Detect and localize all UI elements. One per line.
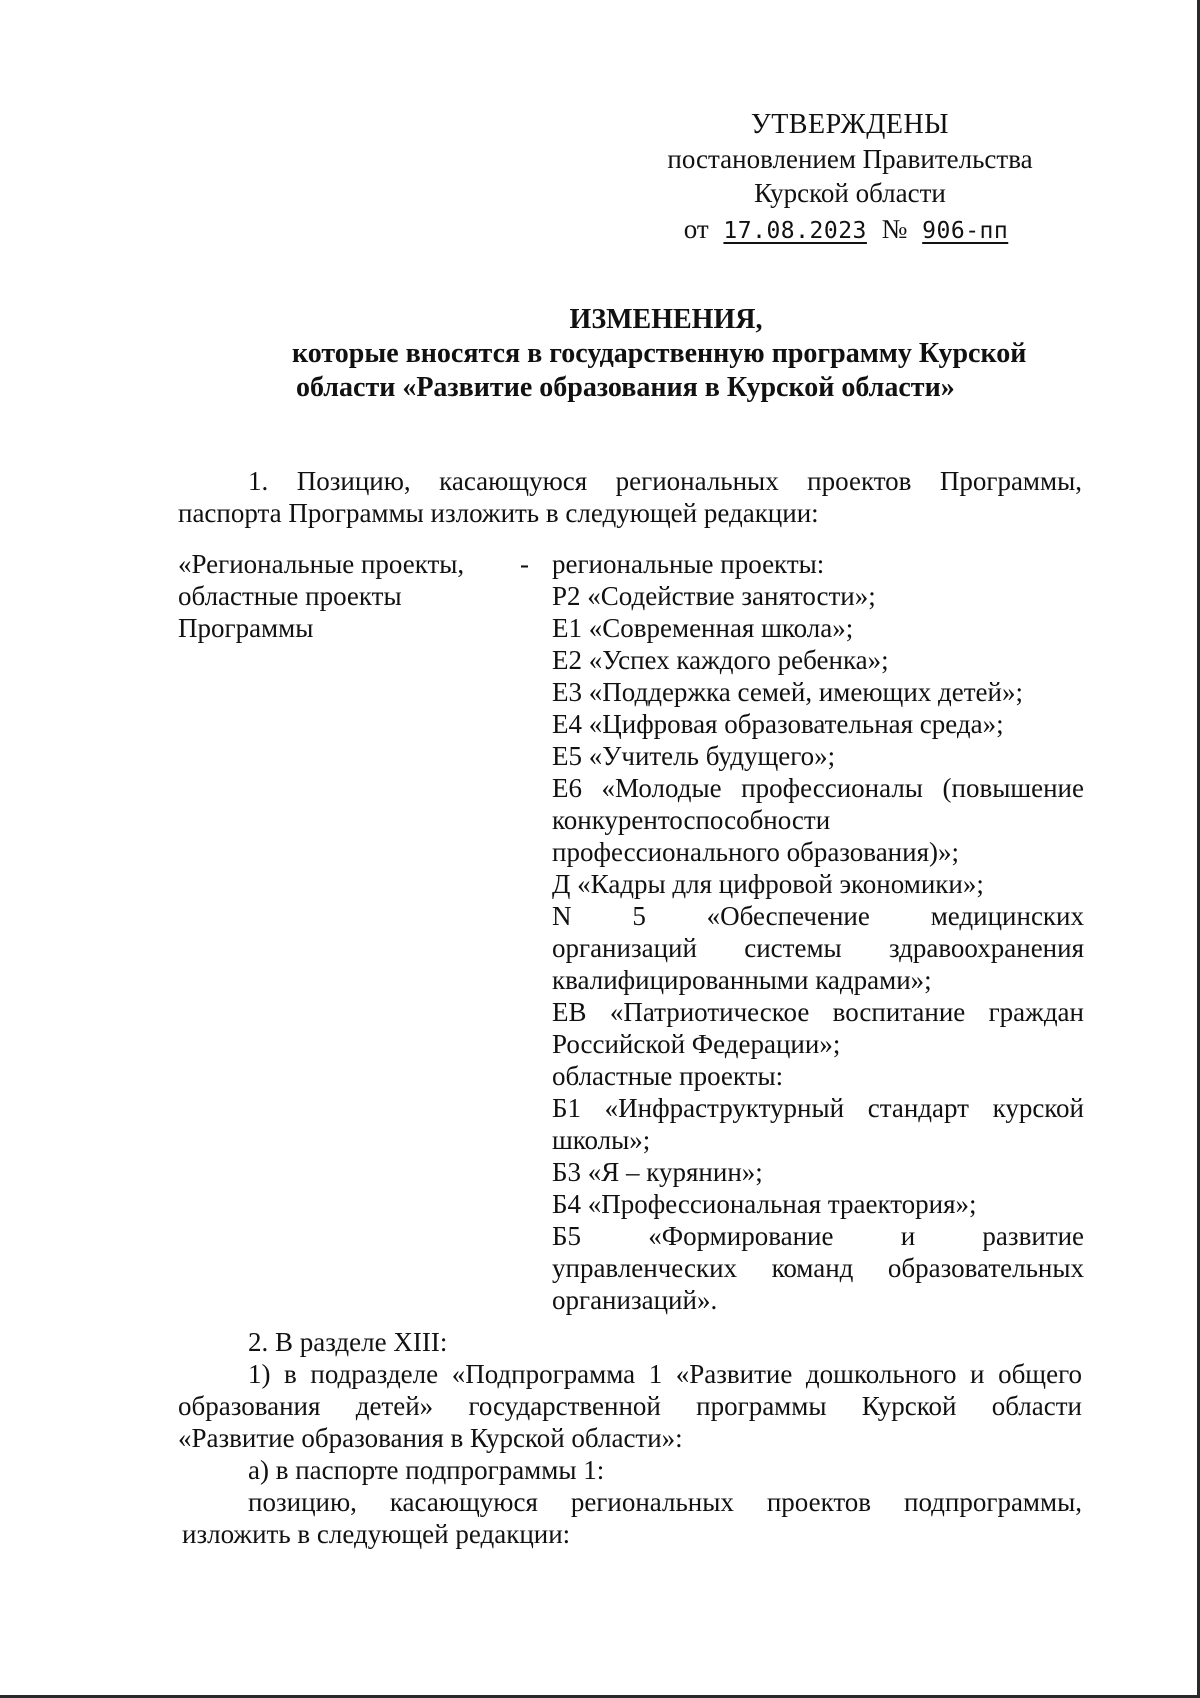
project-list-line: профессионального образования)»; xyxy=(552,837,959,867)
section-2-line-3: образования детей» государственной программы Курской области xyxy=(178,1391,1082,1421)
table-left-cell xyxy=(178,548,498,644)
approval-decree-line: постановлением Правительства xyxy=(667,144,1033,174)
project-list-line: N 5 «Обеспечение медицинских xyxy=(552,901,1084,931)
number-value: 906-пп xyxy=(922,218,1009,244)
approval-block xyxy=(640,108,1060,248)
title-subline-2: области «Развитие образования в Курской области» xyxy=(296,372,955,403)
date-prefix: от xyxy=(683,214,709,244)
approval-heading: УТВЕРЖДЕНЫ xyxy=(750,109,950,140)
project-list-line: Российской Федерации»; xyxy=(552,1029,841,1059)
section-2-line-6: позицию, касающуюся региональных проектов подпрограммы, xyxy=(248,1487,1082,1517)
project-list-line: Б3 «Я – курянин»; xyxy=(552,1157,763,1187)
title-heading: ИЗМЕНЕНИЯ, xyxy=(569,304,763,335)
project-list-line: Б4 «Профессиональная траектория»; xyxy=(552,1189,977,1219)
section-2 xyxy=(178,1326,1082,1550)
left-cell-line-1: «Региональные проекты, xyxy=(178,549,465,579)
section-2-line-2: 1) в подразделе «Подпрограмма 1 «Развитие дошкольного и общего xyxy=(248,1359,1082,1389)
paragraph-1-line-1: 1. Позицию, касающуюся региональных проектов Программы, xyxy=(248,466,1082,496)
project-list-line: управленческих команд образовательных xyxy=(552,1253,1084,1283)
paragraph-1 xyxy=(178,465,1082,529)
paragraph-1-line-2: паспорта Программы изложить в следующей редакции: xyxy=(178,498,819,528)
project-list-line: Е6 «Молодые профессионалы (повышение xyxy=(552,773,1084,803)
project-list-line: квалифицированными кадрами»; xyxy=(552,965,932,995)
section-2-line-4: «Развитие образования в Курской области»: xyxy=(178,1423,683,1453)
project-list-line: Б5 «Формирование и развитие xyxy=(552,1221,1084,1251)
project-list-line: Д «Кадры для цифровой экономики»; xyxy=(552,869,984,899)
project-list-line: Е5 «Учитель будущего»; xyxy=(552,741,836,771)
approval-region-line: Курской области xyxy=(754,178,946,208)
table-dash: - xyxy=(520,549,529,579)
date-value: 17.08.2023 xyxy=(723,218,867,244)
project-list-line: Е2 «Успех каждого ребенка»; xyxy=(552,645,889,675)
approval-date-number-line xyxy=(640,212,1060,248)
project-list-line: региональные проекты: xyxy=(552,549,825,579)
section-2-heading: 2. В разделе XIII: xyxy=(248,1327,448,1357)
left-cell-line-2: областные проекты xyxy=(178,581,402,611)
project-list-line: конкурентоспособности xyxy=(552,805,831,835)
project-list-line: Б1 «Инфраструктурный стандарт курской xyxy=(552,1093,1084,1123)
project-list-line: Е4 «Цифровая образовательная среда»; xyxy=(552,709,1004,739)
project-list-line: организаций». xyxy=(552,1285,718,1315)
title-subline-1: которые вносятся в государственную программу Курской xyxy=(292,338,1027,369)
left-cell-line-3: Программы xyxy=(178,613,314,643)
project-list-line: школы»; xyxy=(552,1125,651,1155)
section-2-line-7: изложить в следующей редакции: xyxy=(182,1519,571,1549)
project-list-line: Е3 «Поддержка семей, имеющих детей»; xyxy=(552,677,1023,707)
project-list-line: областные проекты: xyxy=(552,1061,784,1091)
section-2-line-5: а) в паспорте подпрограммы 1: xyxy=(248,1455,605,1485)
project-list-line: организаций системы здравоохранения xyxy=(552,933,1084,963)
number-prefix: № xyxy=(881,214,908,244)
project-list-line: ЕВ «Патриотическое воспитание граждан xyxy=(552,997,1084,1027)
project-list-line: Р2 «Содействие занятости»; xyxy=(552,581,876,611)
table-right-cell xyxy=(552,548,1084,1316)
project-list-line: Е1 «Современная школа»; xyxy=(552,613,854,643)
